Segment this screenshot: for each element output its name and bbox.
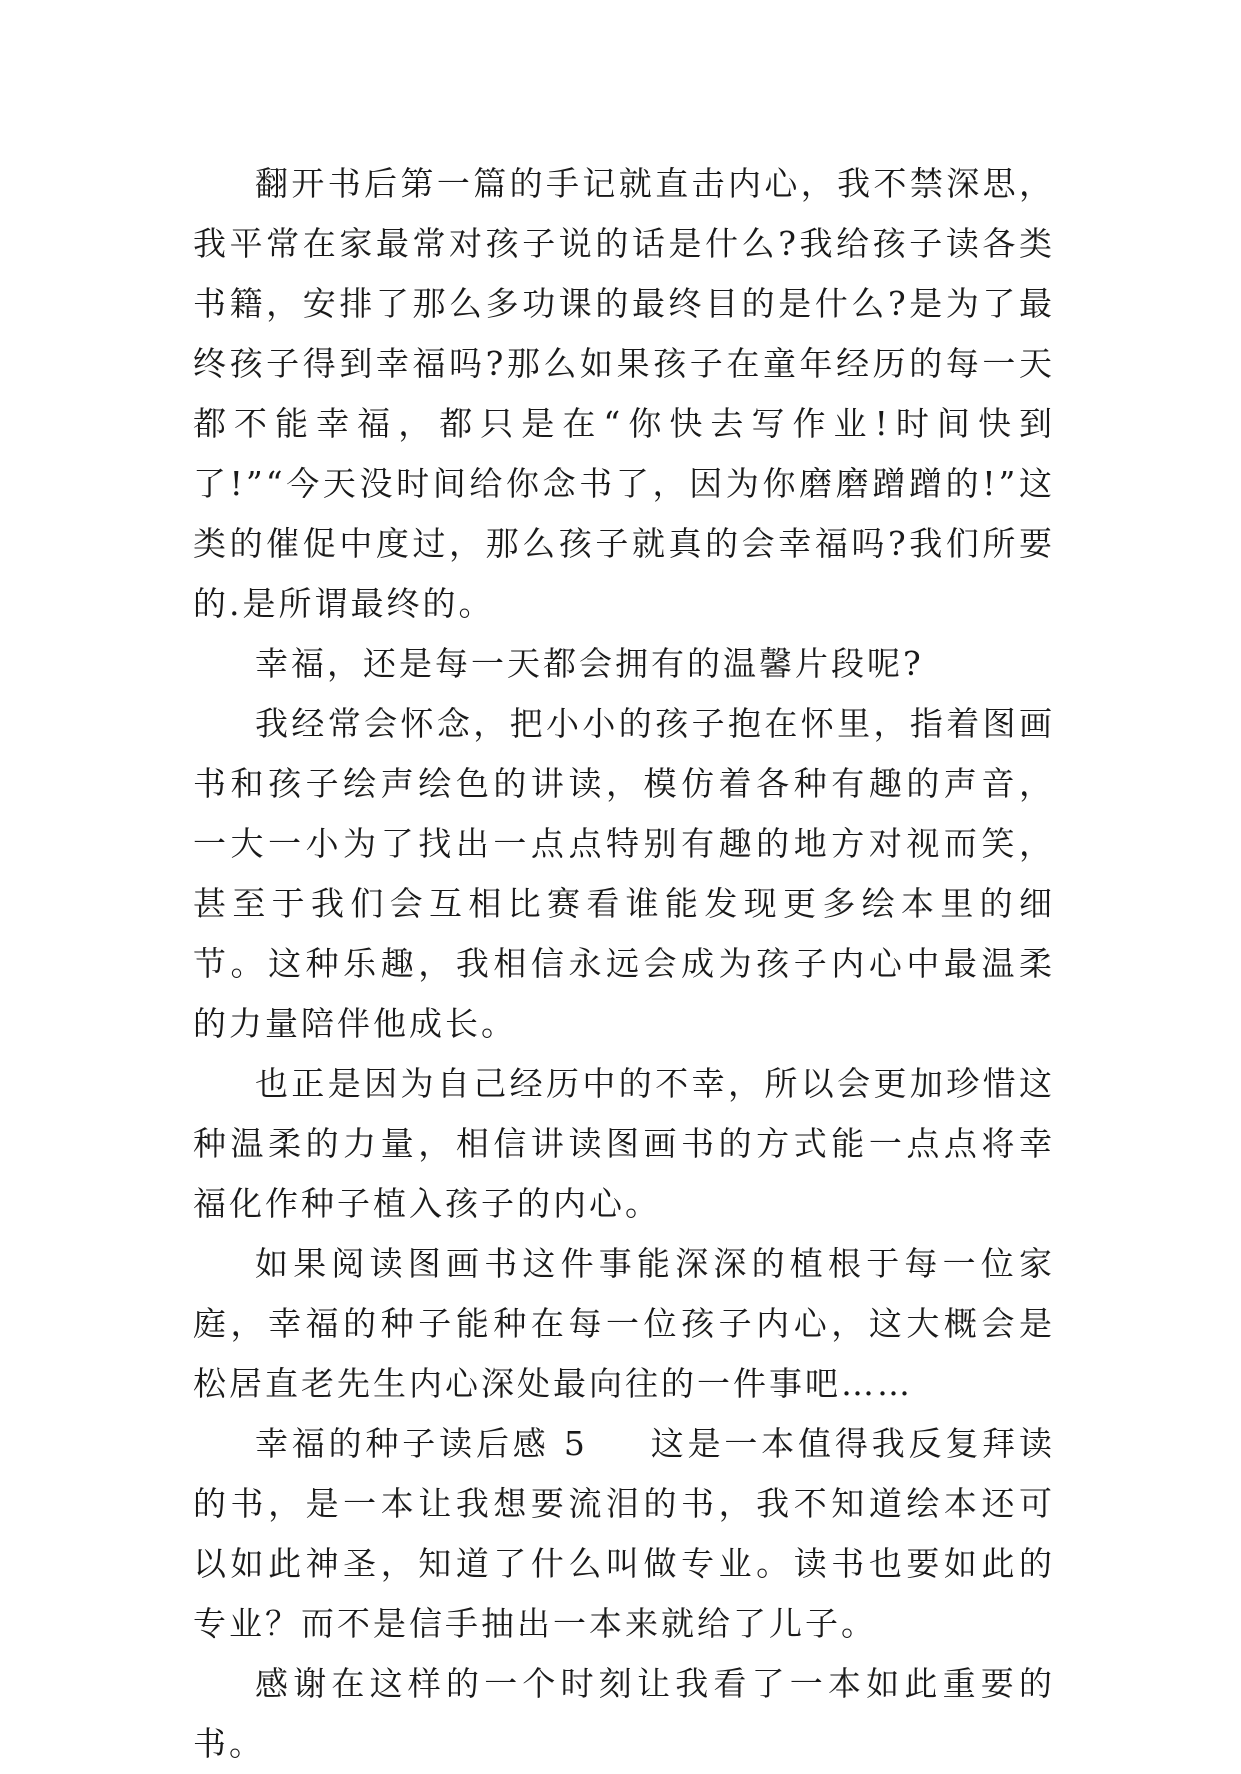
paragraph-4: 也正是因为自己经历中的不幸，所以会更加珍惜这种温柔的力量，相信讲读图画书的方式能一点点将幸福化作种子植入孩子的内心。 — [193, 1064, 1055, 1223]
paragraph-3: 我经常会怀念，把小小的孩子抱在怀里，指着图画书和孩子绘声绘色的讲读，模仿着各种有趣的声音，一大一小为了找出一点点特别有趣的地方对视而笑，甚至于我们会互相比赛看谁能发现更多绘本里的细节。这种乐趣，我相信永远会成为孩子内心中最温柔的力量陪伴他成长。 — [193, 704, 1055, 1043]
paragraph-5: 如果阅读图画书这件事能深深的植根于每一位家庭，幸福的种子能种在每一位孩子内心，这大概会是松居直老先生内心深处最向往的一件事吧…… — [193, 1244, 1055, 1403]
paragraph-2: 幸福，还是每一天都会拥有的温馨片段呢? — [255, 644, 924, 683]
closing-paragraph: 感谢在这样的一个时刻让我看了一本如此重要的书。 — [193, 1664, 1055, 1763]
section-heading: 幸福的种子读后感 5 — [255, 1424, 588, 1463]
paragraph-1: 翻开书后第一篇的手记就直击内心，我不禁深思，我平常在家最常对孩子说的话是什么?我给孩子读各类书籍，安排了那么多功课的最终目的是什么?是为了最终孩子得到幸福吗?那么如果孩子在童年经历的每一天都不能幸福，都只是在“你快去写作业!时间快到了!”“今天没时间给你念书了，因为你磨磨蹭蹭的!”这类的催促中度过，那么孩子就真的会幸福吗?我们所要的.是所谓最终的。 — [193, 164, 1055, 623]
section-paragraph — [193, 1414, 1055, 1654]
section-paragraph-text: 这是一本值得我反复拜读的书，是一本让我想要流泪的书，我不知道绘本还可以如此神圣，知道了什么叫做专业。读书也要如此的专业？而不是信手抽出一本来就给了儿子。 — [193, 1424, 1055, 1643]
document-body — [193, 154, 1055, 1774]
